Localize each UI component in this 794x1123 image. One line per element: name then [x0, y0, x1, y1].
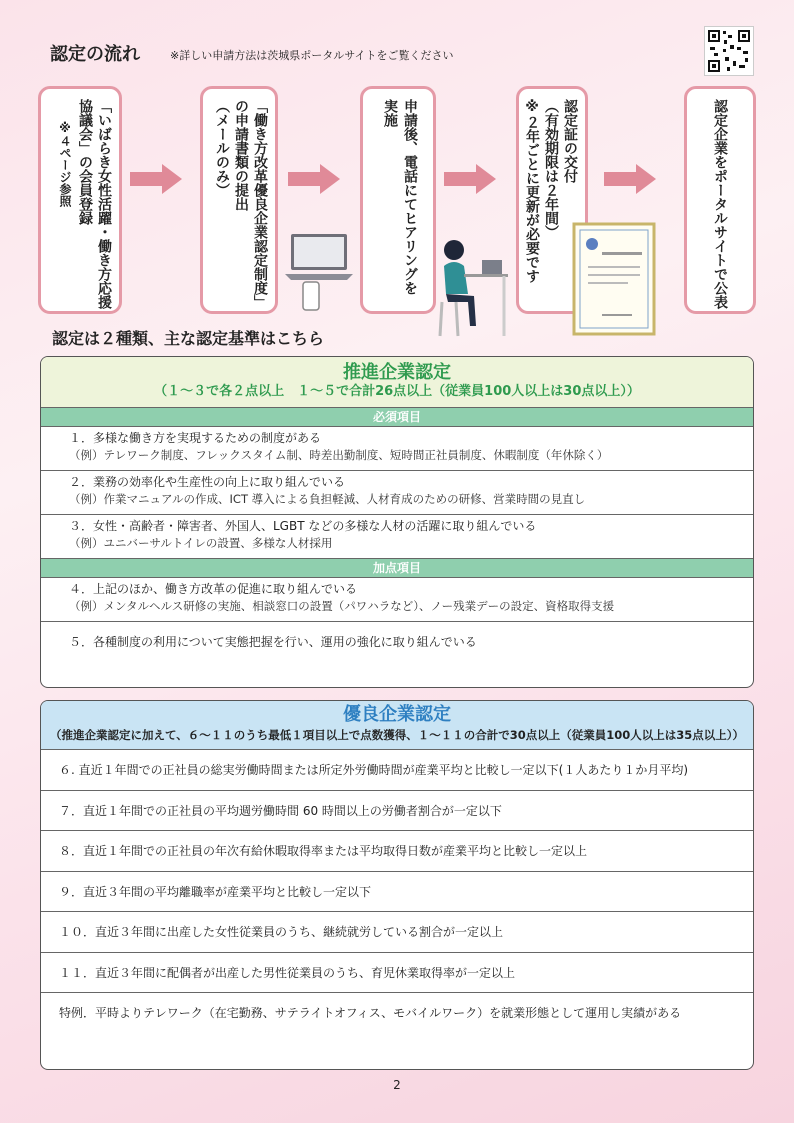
item-example: （例）ユニバーサルトイレの設置、多様な人材採用 [69, 536, 333, 550]
arrow-right-icon [288, 164, 340, 194]
yuryo-item-6: ６. 直近１年間での正社員の総実労働時間または所定外労働時間が産業平均と比較し一定以下(１人あたり１か月平均) [41, 750, 753, 791]
page-title: 認定の流れ [50, 44, 140, 65]
arrow-right-icon [604, 164, 656, 194]
suishin-subtitle: （１～３で各２点以上 １～５で合計26点以上（従業員100人以上は30点以上）） [154, 384, 640, 399]
step1-line1: 「いばらき女性活躍・働き方応援 [96, 99, 112, 309]
suishin-item-1 [41, 427, 753, 471]
flow-step-5 [684, 86, 756, 314]
step2-line2: の申請書類の提出 [233, 99, 249, 211]
yuryo-item-7: ７．直近１年間での正社員の平均週労働時間 60 時間以上の労働者割合が一定以下 [41, 791, 753, 832]
arrow-right-icon [130, 164, 182, 194]
bonus-band: 加点項目 [41, 559, 753, 578]
suishin-item-2 [41, 471, 753, 515]
suishin-header [41, 357, 753, 408]
required-band: 必須項目 [41, 408, 753, 427]
item-main: ４．上記のほか、働き方改革の促進に取り組んでいる [69, 582, 358, 596]
yuryo-item-9: ９．直近３年間の平均離職率が産業平均と比較し一定以下 [41, 872, 753, 913]
suishin-card [40, 356, 754, 688]
yuryo-item-special: 特例．平時よりテレワーク（在宅勤務、サテライトオフィス、モバイルワーク）を就業形態として運用し実績がある [59, 1006, 682, 1020]
section-heading: 認定は２種類、主な認定基準はこちら [52, 329, 325, 348]
step3-line1: 申請後、電話にてヒアリングを [402, 99, 418, 295]
yuryo-item-11: １１．直近３年間に配偶者が出産した男性従業員のうち、育児休業取得率が一定以上 [41, 953, 753, 994]
yuryo-item-8: ８．直近１年間での正社員の年次有給休暇取得率または平均取得日数が産業平均と比較し一定以上 [41, 831, 753, 872]
laptop-phone-illustration [285, 230, 357, 312]
yuryo-item-10: １０．直近３年間に出産した女性従業員のうち、継続就労している割合が一定以上 [41, 912, 753, 953]
yuryo-card [40, 700, 754, 1070]
item-example: （例）メンタルヘルス研修の実施、相談窓口の設置（パワハラなど）、ノー残業デーの設定、資格取得支援 [69, 599, 615, 613]
item-example: （例）テレワーク制度、フレックスタイム制、時差出勤制度、短時間正社員制度、休暇制度（年休除く） [69, 448, 609, 462]
step5-line1: 認定企業をポータルサイトで公表 [712, 99, 728, 309]
item-main: ３．女性・高齢者・障害者、外国人、LGBT などの多様な人材の活躍に取り組んでいる [69, 519, 537, 533]
item-main: ５．各種制度の利用について実態把握を行い、運用の強化に取り組んでいる [69, 635, 477, 649]
yuryo-list [41, 750, 753, 1034]
item-main: ２．業務の効率化や生産性の向上に取り組んでいる [69, 475, 346, 489]
step4-line2: （有効期限は２年間） [543, 99, 559, 239]
portal-note: ※詳しい申請方法は茨城県ポータルサイトをご覧ください [170, 49, 454, 62]
step4-line3: ※２年ごとに更新が必要です [524, 99, 540, 283]
suishin-item-4 [41, 578, 753, 622]
qr-code-icon[interactable] [704, 26, 754, 76]
item-example: （例）作業マニュアルの作成、ICT 導入による負担軽減、人材育成のための研修、営業時間の見直し [69, 492, 586, 506]
flow-step-1 [38, 86, 122, 314]
yuryo-header [41, 701, 753, 750]
arrow-right-icon [444, 164, 496, 194]
item-main: １．多様な働き方を実現するための制度がある [69, 431, 322, 445]
step1-line2: 協議会」の会員登録 [77, 99, 93, 225]
yuryo-subtitle: （推進企業認定に加えて、６～１１のうち最低１項目以上で点数獲得、１～１１の合計で30点以上（従業員100人以上は35点以上）） [49, 728, 745, 742]
suishin-item-3 [41, 515, 753, 559]
suishin-title: 推進企業認定 [343, 362, 451, 383]
step2-line1: 「働き方改革優良企業認定制度」 [252, 99, 268, 309]
step4-line1: 認定証の交付 [562, 99, 578, 183]
step1-line3: ※４ページ参照 [58, 121, 72, 207]
suishin-item-5 [41, 622, 753, 654]
step3-line2: 実施 [382, 99, 398, 127]
yuryo-title: 優良企業認定 [343, 704, 451, 725]
step2-line3: （メールのみ） [214, 99, 230, 197]
woman-at-desk-illustration [434, 236, 514, 340]
flow-step-3 [360, 86, 436, 314]
page-number: 2 [393, 1078, 401, 1092]
flow-step-2 [200, 86, 278, 314]
certificate-illustration [572, 222, 656, 336]
